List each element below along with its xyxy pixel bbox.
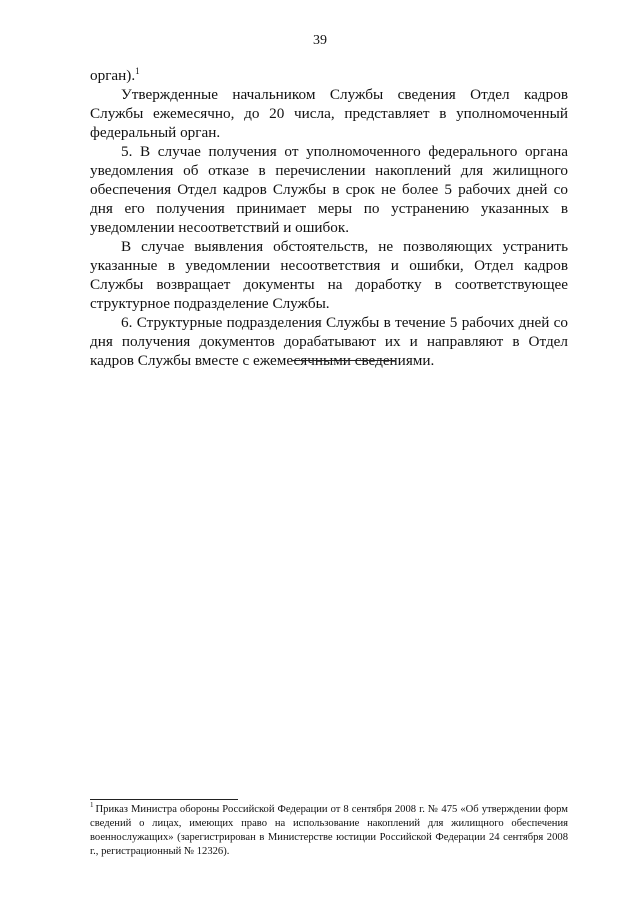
paragraph-text: орган). (90, 67, 136, 84)
footnote-divider (90, 799, 238, 800)
document-body (90, 66, 568, 370)
paragraph: 5. В случае получения от уполномоченного федерального органа уведомления об отказе в перечислении накоплений для жилищного обеспечения Отдел кадров Службы в срок не более 5 рабочих дней со дня его получения принимает меры по устранению указанных в уведомлении несоответствий и ошибок. (90, 143, 568, 236)
paragraph: В случае выявления обстоятельств, не позволяющих устранить указанные в уведомлении несоответствия и ошибки, Отдел кадров Службы возвращает документы на доработку в соответствующее структурное подразделение Службы. (90, 238, 568, 312)
paragraph: Утвержденные начальником Службы сведения Отдел кадров Службы ежемесячно, до 20 числа, представляет в уполномоченный федеральный орган. (90, 86, 568, 141)
footnote-reference[interactable]: 1 (135, 65, 140, 76)
paragraph-continuation (90, 66, 568, 85)
page-number: 39 (313, 33, 327, 48)
section-end-divider (292, 360, 395, 361)
footnote (90, 803, 568, 859)
paragraph: 6. Структурные подразделения Службы в течение 5 рабочих дней со дня получения документов дорабатывают их и направляют в Отдел кадров Службы вместе с ежемесячными сведениями. (90, 314, 568, 369)
footnote-marker: 1 (90, 801, 94, 810)
footnote-text: Приказ Министра обороны Российской Федерации от 8 сентября 2008 г. № 475 «Об утверждении форм сведений о лицах, имеющих право на использование накоплений для жилищного обеспечения военнослужащих» (зарегистрирован в Министерстве юстиции Российской Федерации 24 сентября 2008 г., регистрационный № 12326). (90, 804, 568, 857)
